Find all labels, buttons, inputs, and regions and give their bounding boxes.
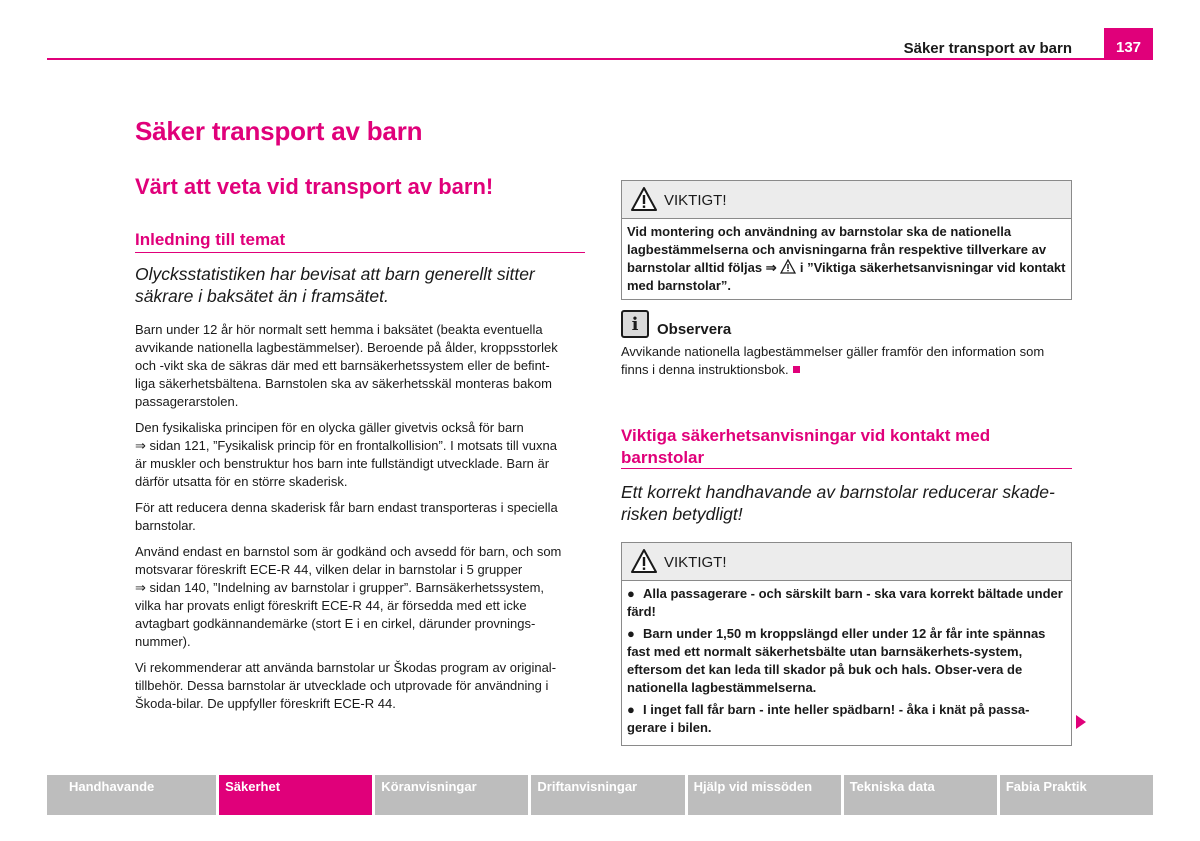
nav-tab-tekniska-data[interactable]: Tekniska data — [844, 775, 997, 815]
warning-bullet — [627, 585, 1066, 621]
paragraph: Använd endast en barnstol som är godkänd och avsedd för barn, och som motsvarar föreskrift ECE-R 44, vilken delar in barnstolar i 5 grupper ⇒ sidan 140, ”Indelning av barnstolar i grupper”. Barnsäkerhetssystem, vilka har provats enligt föreskrift ECE-R 44, är försedda med ett icke avtagbart godkännandemärke (stort E i en cirkel, därunder provnings- nummer). — [135, 544, 562, 649]
bullet-icon: ● — [627, 702, 635, 717]
warning-triangle-icon — [630, 186, 658, 212]
warning-text — [622, 581, 1071, 745]
section-rule — [621, 468, 1072, 469]
note-text — [621, 343, 1072, 379]
paragraph: För att reducera denna skaderisk får barn endast transporteras i speciella barnstolar. — [135, 500, 558, 533]
continue-arrow-icon[interactable] — [1076, 715, 1086, 729]
nav-tab-handhavande[interactable]: Handhavande — [47, 775, 216, 815]
body-text — [135, 321, 585, 721]
safety-lead: Ett korrekt handhavande av barnstolar reducerar skade-risken betydligt! — [621, 482, 1055, 524]
warning-box — [621, 180, 1072, 300]
warning-label: VIKTIGT! — [664, 554, 727, 571]
nav-tab-driftanvisningar[interactable]: Driftanvisningar — [531, 775, 684, 815]
warning-text-b: i ”Viktiga säkerhetsanvisningar vid kontakt med barnstolar”. — [627, 260, 1066, 293]
chapter-subtitle: Värt att veta vid transport av barn! — [135, 174, 494, 199]
warning-bullet — [627, 625, 1066, 697]
bullet-icon: ● — [627, 626, 635, 641]
nav-tab-hjalp[interactable]: Hjälp vid missöden — [688, 775, 841, 815]
end-of-section-mark — [793, 366, 800, 373]
bullet-text: I inget fall får barn - inte heller spädbarn! - åka i knät på passa-gerare i bilen. — [627, 702, 1030, 735]
warning-triangle-icon — [630, 548, 658, 574]
page-number: 137 — [1104, 28, 1153, 60]
chapter-nav — [47, 775, 1153, 815]
warning-header — [622, 181, 1071, 219]
chapter-title: Säker transport av barn — [135, 116, 423, 146]
bullet-icon: ● — [627, 586, 635, 601]
intro-lead: Olycksstatistiken har bevisat att barn generellt sitter säkrare i baksätet än i framsätet. — [135, 264, 535, 306]
nav-tab-sakerhet[interactable]: Säkerhet — [219, 775, 372, 815]
info-icon: i — [621, 310, 649, 338]
header-rule — [47, 58, 1153, 60]
warning-text-a: Vid montering och användning av barnstolar ska de nationella lagbestämmelserna och anvisningarna från respektive tillverkare av barnstolar alltid följas ⇒ — [627, 224, 1047, 275]
bullet-text: Alla passagerare - och särskilt barn - ska vara korrekt bältade under färd! — [627, 586, 1063, 619]
warning-label: VIKTIGT! — [664, 192, 727, 209]
note-title: Observera — [657, 321, 732, 338]
section-heading-intro: Inledning till temat — [135, 230, 286, 249]
note-text-content: Avvikande nationella lagbestämmelser gäller framför den information som finns i denna instruktionsbok. — [621, 344, 1045, 377]
paragraph: Barn under 12 år hör normalt sett hemma i baksätet (beakta eventuella avvikande nationella lagbestämmelser). Beroende på ålder, kroppsstorlek och -vikt ska de säkras där med ett barnsäkerhetssystem eller de befint- liga säkerhetsbältena. Barnstolen ska av säkerhetsskäl monteras bakom passagerarstolen. — [135, 322, 558, 409]
warning-bullet — [627, 701, 1066, 737]
paragraph: Den fysikaliska principen för en olycka gäller givetvis också för barn ⇒ sidan 121, ”Fysikalisk princip för en frontalkollision”. I motsats till vuxna är muskler och benstruktur hos barn inte fullständigt utvecklade. Barn är därför utsatta för en större skaderisk. — [135, 420, 557, 489]
nav-tab-koranvisningar[interactable]: Köranvisningar — [375, 775, 528, 815]
running-title: Säker transport av barn — [903, 40, 1072, 57]
nav-tab-fabia-praktik[interactable]: Fabia Praktik — [1000, 775, 1153, 815]
warning-header — [622, 543, 1071, 581]
section-heading-safety: Viktiga säkerhetsanvisningar vid kontakt med barnstolar — [621, 426, 991, 467]
warning-triangle-icon — [780, 259, 796, 274]
paragraph: Vi rekommenderar att använda barnstolar ur Škodas program av original- tillbehör. Dessa barnstolar är utvecklade och utprovade för användning i Škoda-bilar. De uppfyller föreskrift ECE-R 44. — [135, 660, 557, 711]
section-rule — [135, 252, 585, 253]
bullet-text: Barn under 1,50 m kroppslängd eller under 12 år får inte spännas fast med ett normalt säkerhetsbälte utan barnsäkerhets-system, eftersom det kan leda till skador på buk och hals. Obser-vera de nationella lagbestämmelserna. — [627, 626, 1046, 695]
warning-text — [622, 219, 1071, 299]
warning-box — [621, 542, 1072, 746]
